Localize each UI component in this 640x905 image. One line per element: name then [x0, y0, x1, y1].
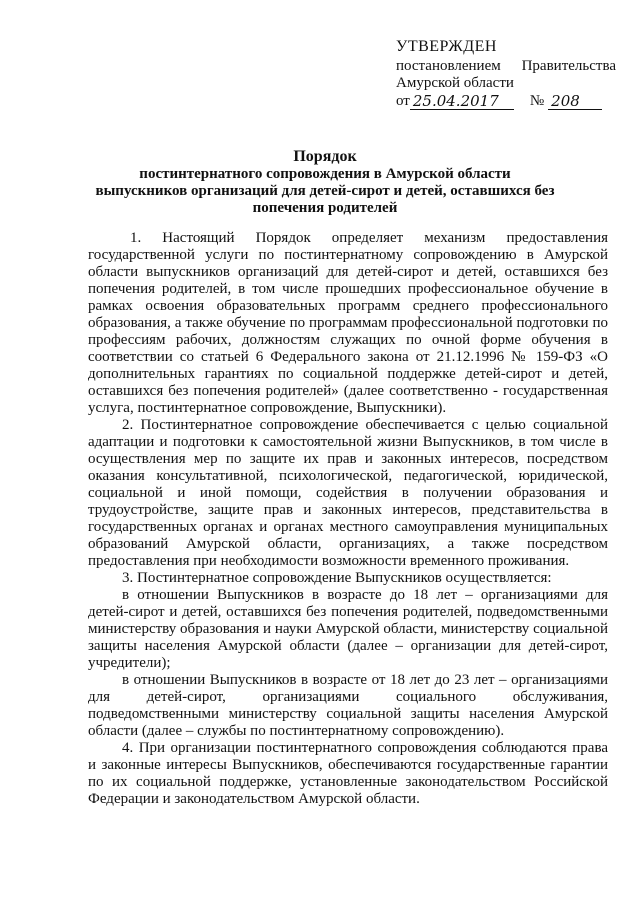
approval-heading: УТВЕРЖДЕН: [396, 38, 497, 55]
title-line-2: постинтернатного сопровождения в Амурской области: [139, 166, 511, 182]
title-line-3: выпускников организаций для детей-сирот и детей, оставшихся без: [95, 183, 555, 199]
paragraph-3: 3. Постинтернатное сопровождение Выпускников осуществляется:: [122, 570, 552, 586]
approval-line-2: Амурской области: [396, 75, 514, 91]
approval-line-1-left: постановлением: [396, 58, 501, 74]
approval-date-row: [396, 93, 616, 110]
number-label: №: [529, 93, 545, 109]
title-line-4: попечения родителей: [252, 200, 398, 216]
approval-line-1: [396, 58, 616, 75]
paragraph-2: 2. Постинтернатное сопровождение обеспечивается с целью социальной адаптации и подготовки к самостоятельной жизни Выпускников, в том числе в осуществления мер по защите их прав и законных интересов, посредством оказания консультативной, психологической, педагогической, юридической, социальной и иной помощи, содействия в получении образования и трудоустройстве, защите прав и законных интересов, представительства в государственных органах и органах местного самоуправления муниципальных образований Амурской области, организациях, а также посредством предоставления при необходимости возможности временного проживания.: [88, 417, 608, 569]
document-title: [80, 148, 570, 217]
paragraph-3-item-2: в отношении Выпускников в возрасте от 18 лет до 23 лет – организациями для детей-сирот, организациями социального обслуживания, подведомственными министерству социальной защиты населения Амурской области (далее – службы по постинтернатному сопровождению).: [88, 672, 608, 739]
paragraph-3-item-1: в отношении Выпускников в возрасте до 18 лет – организациями для детей-сирот и детей, оставшихся без попечения родителей, подведомственными министерству образования и науки Амурской области, министерству социальной защиты населения Амурской области (далее – организации для детей-сирот, учредители);: [88, 587, 608, 671]
title-line-1: Порядок: [293, 148, 357, 165]
handwritten-number: 208: [548, 93, 602, 110]
document-body: [88, 230, 608, 808]
from-label: от: [396, 93, 410, 109]
paragraph-1: 1. Настоящий Порядок определяет механизм предоставления государственной услуги по постинтернатному сопровождению в Амурской области выпускников организаций для детей-сирот и детей, оставшихся без попечения родителей, в том числе прошедших профессиональное обучение в рамках освоения образовательных программ среднего профессионального образования, а также обучение по программам профессиональной подготовки по профессиям рабочих, должностям служащих по очной форме обучения в соответствии со статьей 6 Федерального закона от 21.12.1996 № 159-ФЗ «О дополнительных гарантиях по социальной поддержке детей-сирот и детей, оставшихся без попечения родителей» (далее соответственно - государственная услуга, постинтернатное сопровождение, Выпускники).: [88, 230, 608, 416]
paragraph-4: 4. При организации постинтернатного сопровождения соблюдаются права и законные интересы Выпускников, обеспечиваются государственные гарантии по их социальной поддержке, установленные законодательством Российской Федерации и законодательством Амурской области.: [88, 740, 608, 807]
handwritten-date: 25.04.2017: [410, 93, 514, 110]
approval-line-1-right: Правительства: [521, 58, 616, 74]
approval-block: [396, 38, 616, 110]
